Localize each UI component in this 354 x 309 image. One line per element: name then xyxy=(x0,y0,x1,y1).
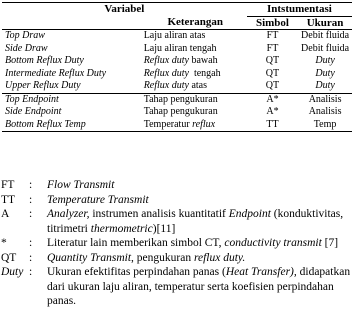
keterangan-cell xyxy=(144,30,247,43)
keterangan-cell xyxy=(144,68,247,81)
simbol-cell: QT xyxy=(265,55,280,66)
header-keterangan: Keterangan xyxy=(144,16,247,30)
legend-text: Endpoint xyxy=(228,208,271,220)
table-row xyxy=(2,93,352,106)
legend-item xyxy=(1,236,353,251)
table-row xyxy=(2,55,352,68)
legend-colon: : xyxy=(29,266,33,278)
legend-description xyxy=(47,265,353,309)
legend-text: , pengukuran xyxy=(131,251,194,264)
ukuran-cell: Analisis xyxy=(298,93,352,106)
keterangan-text: Tahap pengukuran xyxy=(143,93,218,105)
keterangan-cell xyxy=(144,80,247,93)
legend-text: Quantity Transmit xyxy=(47,251,132,264)
legend-text: (konduktivitas, titrimetri xyxy=(47,208,344,235)
variable-name: Side Endpoint xyxy=(5,106,62,117)
header-instrumentasi: Intstumentasi xyxy=(247,3,352,17)
variable-name: Upper Reflux Duty xyxy=(5,80,81,91)
ukuran-cell: Duty xyxy=(315,67,335,79)
legend-text: reflux duty. xyxy=(193,251,246,264)
header-ukuran: Ukuran xyxy=(298,16,352,30)
legend-text: Temperature Transmit xyxy=(47,193,149,206)
ukuran-cell: Duty xyxy=(315,80,335,91)
keterangan-suffix: tengah xyxy=(188,67,221,79)
ukuran-cell: Duty xyxy=(315,55,335,66)
keterangan-text: Tahap pengukuran xyxy=(143,106,218,117)
keterangan-text: Temperatur xyxy=(143,118,193,130)
variable-name: Top Endpoint xyxy=(2,93,144,106)
simbol-cell: A* xyxy=(247,93,298,106)
simbol-cell: QT xyxy=(265,67,280,79)
legend-text: didapatkan dari ukuran laju aliran, temperatur serta koefisien perpindahan panas. xyxy=(47,266,351,307)
legend-label: A xyxy=(1,208,10,220)
variable-name: Side Draw xyxy=(5,42,48,54)
legend-colon: : xyxy=(29,251,33,264)
legend-text: Heat Transfer), xyxy=(225,266,297,278)
legend-text: Analyzer, xyxy=(47,208,90,220)
ukuran-cell: Temp xyxy=(298,119,352,132)
legend-colon: : xyxy=(29,208,33,220)
legend-label: Duty xyxy=(1,266,24,278)
legend-text: Ukuran efektifitas perpindahan panas ( xyxy=(47,266,226,278)
simbol-cell: A* xyxy=(266,106,279,117)
keterangan-italic: Reflux duty xyxy=(143,80,189,91)
legend-text: [7] xyxy=(321,237,339,249)
keterangan-cell xyxy=(144,43,247,56)
legend-colon: : xyxy=(29,193,33,206)
legend-item xyxy=(1,251,353,266)
legend-label: QT xyxy=(1,251,17,264)
table-body xyxy=(2,30,352,132)
keterangan-suffix: atas xyxy=(188,80,208,91)
table-row xyxy=(2,30,352,43)
keterangan-cell xyxy=(144,119,247,132)
legend-label: FT xyxy=(1,179,15,191)
legend-label: * xyxy=(1,237,7,249)
keterangan-cell xyxy=(144,55,247,68)
keterangan-text: Laju aliran tengah xyxy=(143,42,217,54)
keterangan-italic: reflux xyxy=(192,118,216,130)
legend-item xyxy=(1,193,353,208)
legend-text: )[11] xyxy=(152,222,176,235)
legend-text: conductivity transmit xyxy=(224,237,322,249)
table-row xyxy=(2,80,352,93)
keterangan-suffix: bawah xyxy=(188,55,218,66)
keterangan-text: Laju aliran atas xyxy=(143,30,206,41)
instrumentation-table xyxy=(2,2,352,132)
legend-text: instrumen analisis kuantitatif xyxy=(89,208,229,220)
legend-colon: : xyxy=(29,179,33,191)
ukuran-cell: Analisis xyxy=(308,106,342,117)
table-row xyxy=(2,106,352,119)
legend-label: TT xyxy=(1,193,16,206)
variable-name: Bottom Reflux Temp xyxy=(2,119,144,132)
simbol-cell: FT xyxy=(266,30,279,41)
keterangan-italic: Reflux duty xyxy=(143,55,189,66)
legend-item xyxy=(1,207,353,236)
table-row xyxy=(2,68,352,81)
header-blank xyxy=(2,16,144,30)
variable-name: Top Draw xyxy=(5,30,45,41)
header-variabel: Variabel xyxy=(2,3,247,17)
legend-text: Literatur lain memberikan simbol CT, xyxy=(47,237,225,249)
simbol-cell: TT xyxy=(247,119,298,132)
variable-name: Intermediate Reflux Duty xyxy=(5,67,107,79)
legend-colon: : xyxy=(29,237,33,249)
legend-item xyxy=(1,265,353,309)
table-row xyxy=(2,43,352,56)
legend-item xyxy=(1,178,353,193)
table-row xyxy=(2,119,352,132)
legend-description xyxy=(47,193,353,208)
legend-description xyxy=(47,207,353,236)
ukuran-cell: Debit fluida xyxy=(301,42,350,54)
legend-text: thermometric xyxy=(90,222,153,235)
legend-text: Flow Transmit xyxy=(47,179,115,191)
legend-description xyxy=(47,178,353,193)
legend xyxy=(1,178,353,309)
header-simbol: Simbol xyxy=(247,16,298,30)
legend-description xyxy=(47,236,353,251)
legend-description xyxy=(47,251,353,266)
variable-name: Bottom Reflux Duty xyxy=(5,55,84,66)
simbol-cell: QT xyxy=(265,80,280,91)
keterangan-italic: Reflux duty xyxy=(143,67,189,79)
ukuran-cell: Debit fluida xyxy=(301,30,350,41)
keterangan-cell xyxy=(144,106,247,119)
keterangan-cell xyxy=(144,93,247,106)
simbol-cell: FT xyxy=(266,42,279,54)
